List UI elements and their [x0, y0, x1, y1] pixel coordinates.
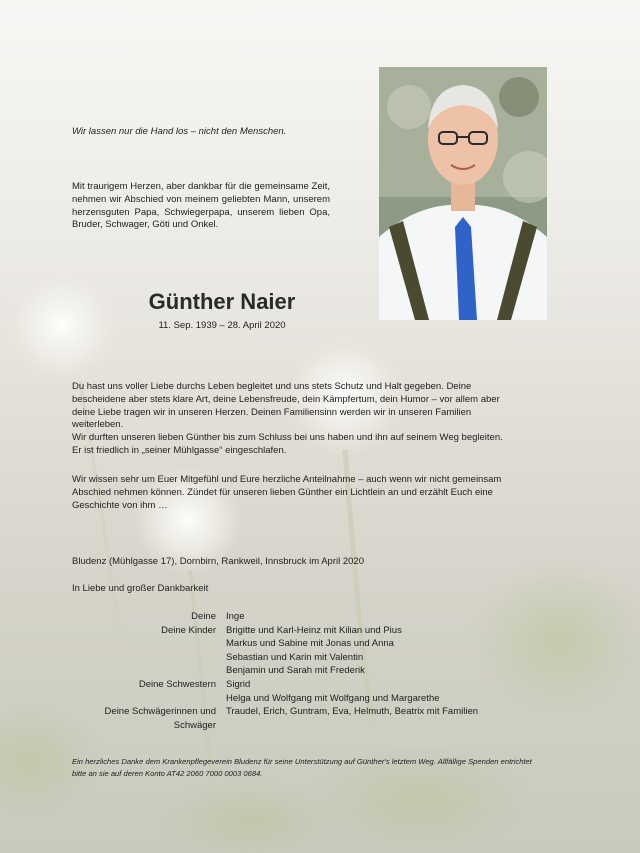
life-dates: 11. Sep. 1939 – 28. April 2020 [158, 320, 286, 331]
relative-role: Deine [191, 611, 216, 622]
relative-row [72, 651, 532, 665]
relative-row [72, 678, 532, 692]
relative-names: Markus und Sabine mit Jonas und Anna [226, 638, 394, 650]
relative-row [72, 624, 532, 638]
relative-role [72, 651, 226, 665]
body-paragraph-3: Wir wissen sehr um Euer Mitgefühl und Eure herzliche Anteilnahme – auch wenn wir nicht gemeinsam Abschied nehmen können. Zündet für unseren lieben Günther ein Lichtlein an und erzählt Euch eine Geschichte von ihm … [72, 474, 502, 511]
relative-row [72, 610, 532, 624]
relative-role: Deine Schwestern [138, 678, 216, 690]
relative-names: Traudel, Erich, Guntram, Eva, Helmuth, Beatrix mit Familien [226, 706, 479, 718]
relative-role: Deine Schwägerinnen und Schwäger [104, 706, 216, 731]
relative-role [72, 692, 226, 706]
relative-names: Benjamin und Sarah mit Frederik [226, 665, 365, 677]
relative-role [72, 637, 226, 651]
body-paragraph [72, 381, 504, 458]
body-paragraph-2: Wir durften unseren lieben Günther bis zum Schluss bei uns haben und ihn auf seinem Weg begleiten. Er ist friedlich in „seiner Mühlgasse“ eingeschlafen. [72, 432, 503, 456]
portrait-photo [379, 67, 547, 320]
relative-names: Sebastian und Karin mit Valentin [226, 651, 364, 663]
relative-role [72, 664, 226, 678]
relative-row [72, 637, 532, 651]
relative-row [72, 664, 532, 678]
relative-row [72, 705, 532, 732]
thanks-note: Ein herzliches Danke dem Krankenpflegeverein Bludenz für seine Unterstützung auf Günther's letztem Weg. Allfällige Spenden entrichtet bitte an sie auf deren Konto AT42 2060 7000 0003 0684. [72, 757, 532, 778]
relative-role: Deine Kinder [161, 624, 216, 636]
deceased-name: Günther Naier [148, 289, 296, 314]
relative-names: Sigrid [226, 678, 251, 690]
relative-names: Brigitte und Karl-Heinz mit Kilian und Pius [226, 624, 402, 636]
relatives-list [72, 610, 532, 732]
relative-names: Inge [226, 611, 245, 622]
relative-names: Helga und Wolfgang mit Wolfgang und Margarethe [226, 692, 440, 704]
body-paragraph-1: Du hast uns voller Liebe durchs Leben begleitet und uns stets Schutz und Halt gegeben. Deine bescheidene aber stets klare Art, deine Lebensfreude, dein Kämpfertum, dein Humor – vor allem aber deine Liebe tragen wir in unseren Herzen. Deinen Familiensinn werden wir in unseren Familien weiterleben. [72, 381, 500, 431]
intro-text: Mit traurigem Herzen, aber dankbar für die gemeinsame Zeit, nehmen wir Abschied von meinem geliebten Mann, unserem herzensguten Papa, Schwiegerpapa, unserem lieben Opa, Bruder, Schwager, Göti und Onkel. [72, 181, 330, 231]
place-date: Bludenz (Mühlgasse 17), Dornbirn, Rankweil, Innsbruck im April 2020 [72, 556, 364, 567]
love-line: In Liebe und großer Dankbarkeit [72, 583, 209, 594]
motto: Wir lassen nur die Hand los – nicht den Menschen. [72, 126, 287, 137]
relative-row [72, 692, 532, 706]
